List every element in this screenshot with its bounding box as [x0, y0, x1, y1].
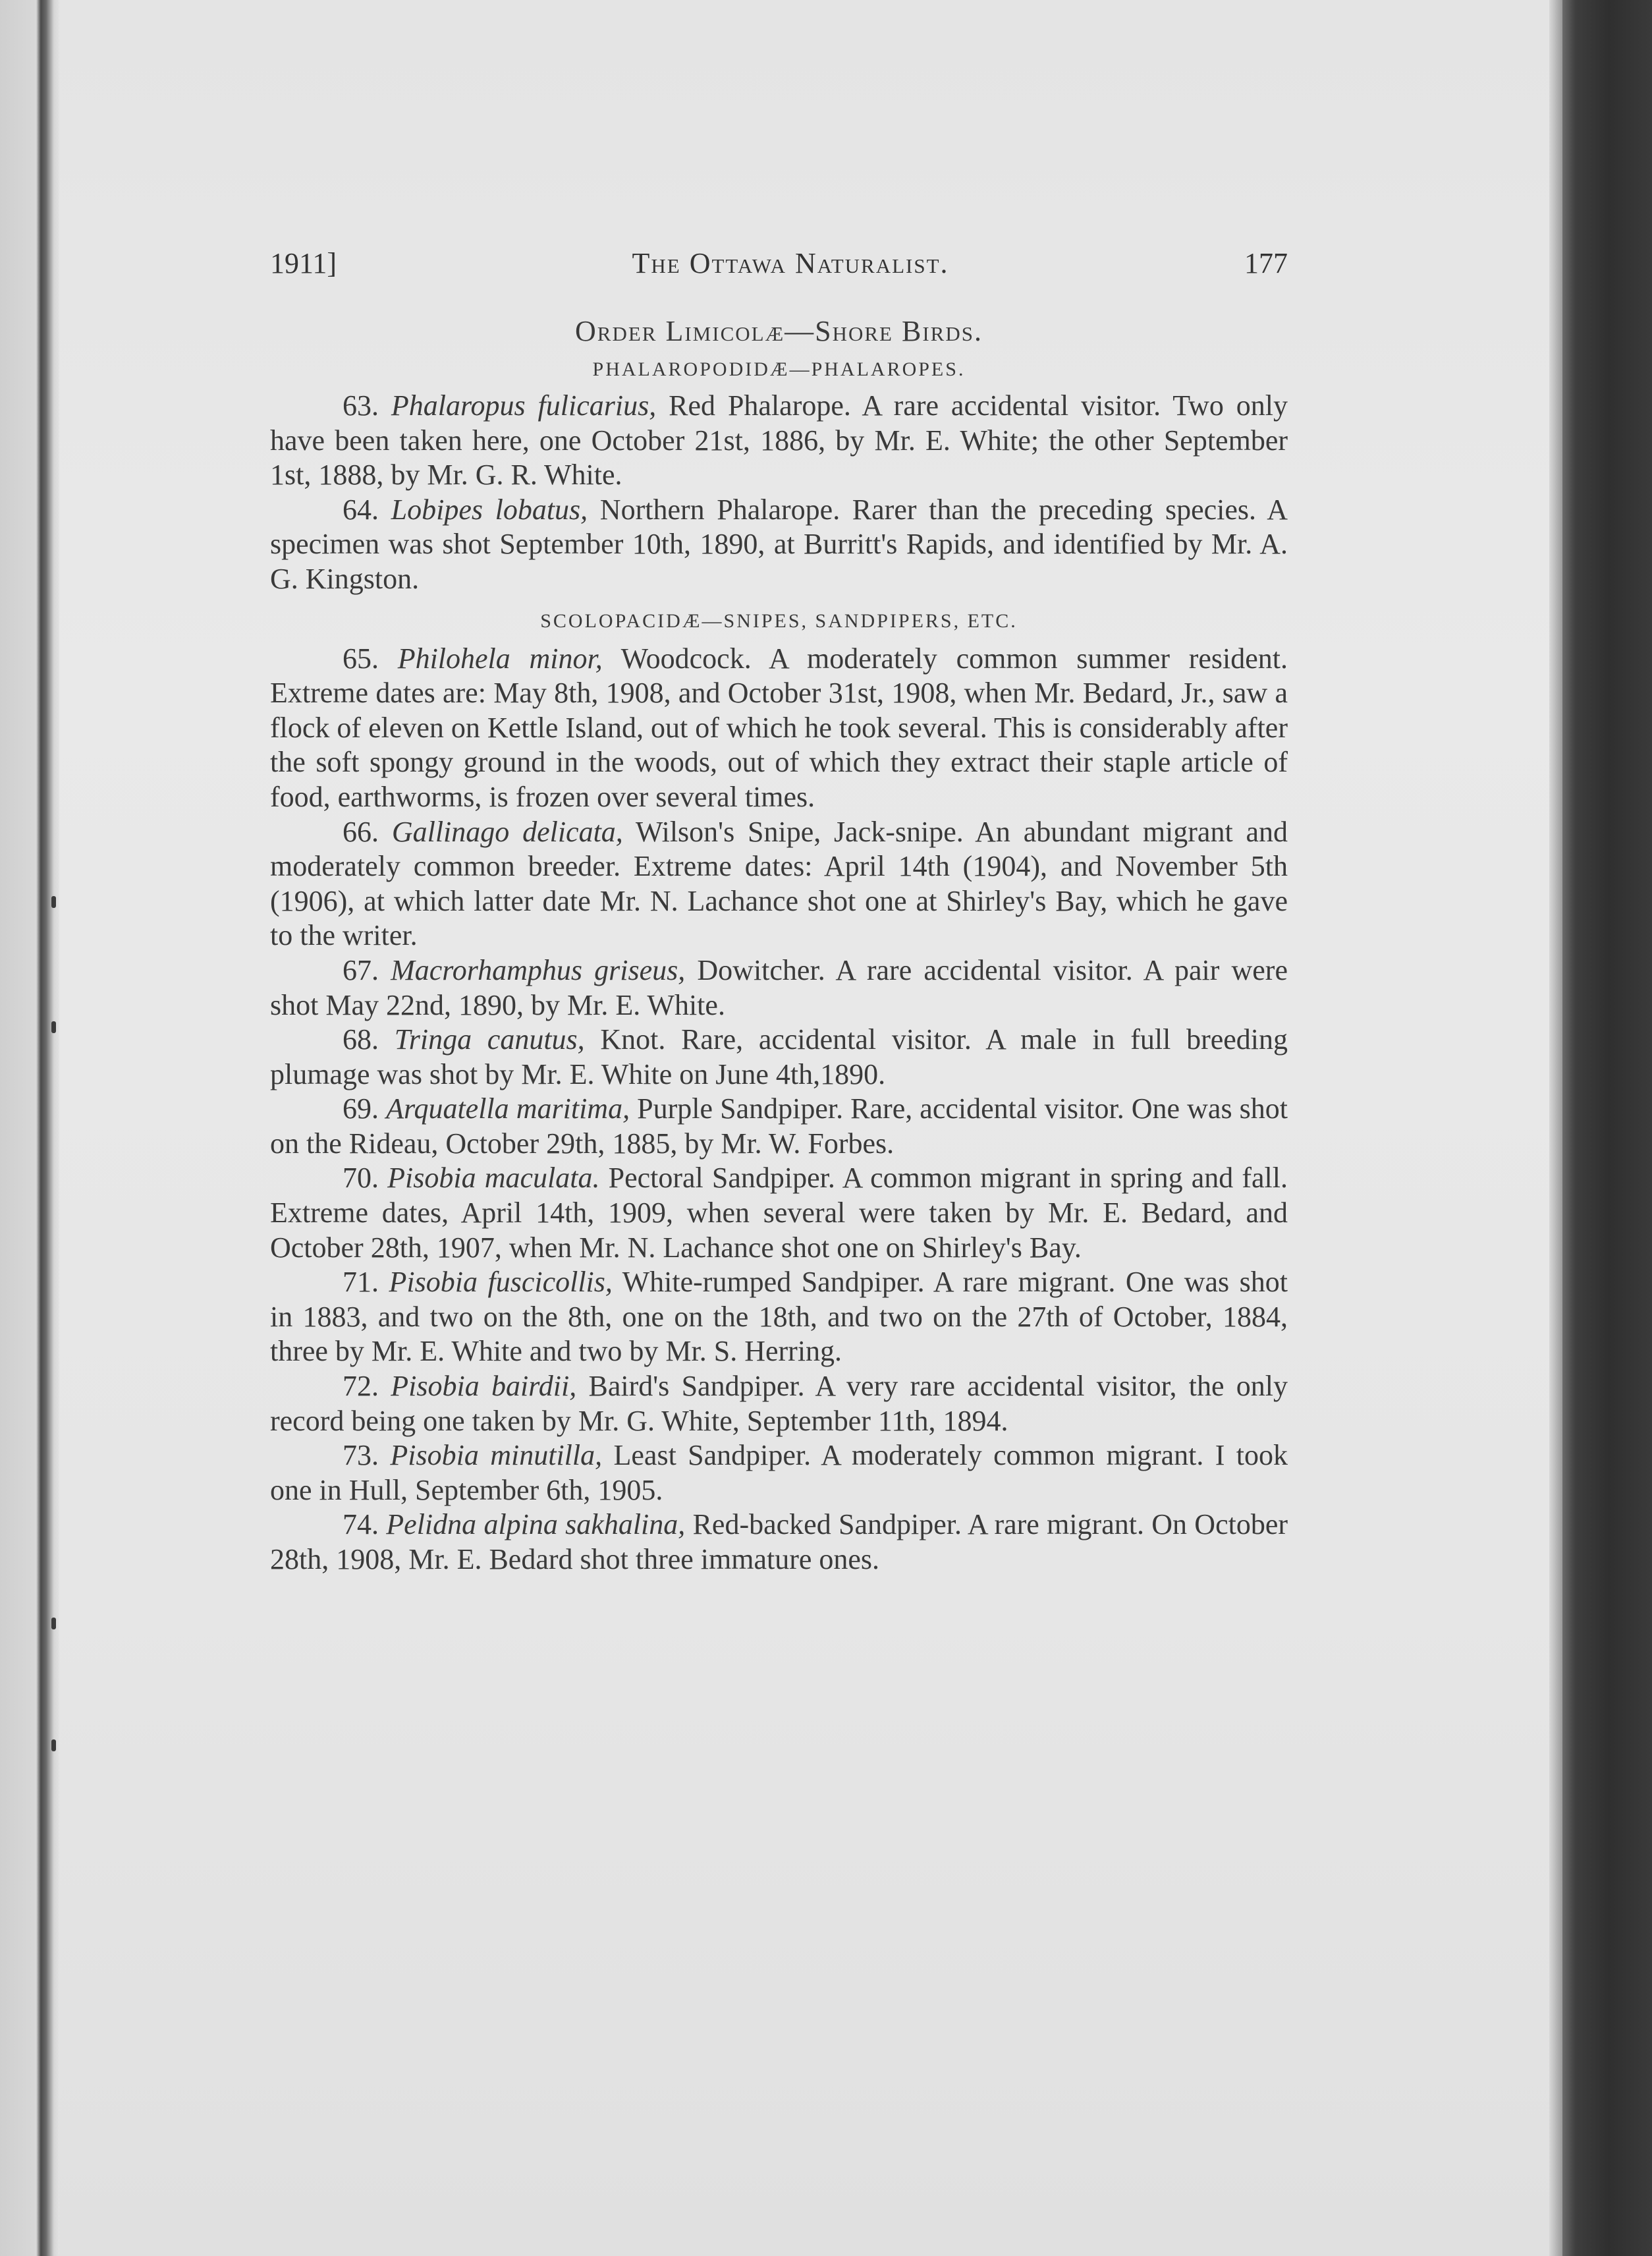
- scientific-name: Pisobia minutilla,: [390, 1439, 603, 1472]
- scan-left-margin: [0, 0, 59, 2256]
- entry-number: 74.: [343, 1508, 379, 1541]
- entry-text: Red-backed Sandpiper. A rare migrant. On October 28th, 1908, Mr. E. Bedard shot three immature ones.: [270, 1508, 1288, 1575]
- family-heading-scolopacidae: SCOLOPACIDÆ—SNIPES, SANDPIPERS, ETC.: [540, 609, 1018, 632]
- running-head-journal-title: The Ottawa Naturalist.: [632, 247, 949, 279]
- scan-mark: [51, 1618, 56, 1629]
- page-edge-shadow: [1549, 0, 1562, 2256]
- page-text-block: [270, 244, 1288, 1577]
- entry-text: Red Phalarope. A rare accidental visitor. Two only have been taken here, one October 21st, 1886, by Mr. E. White; the other September 1st, 1888, by Mr. G. R. White.: [270, 389, 1288, 492]
- entry-number: 67.: [343, 953, 379, 986]
- entry-text: Baird's Sandpiper. A very rare accidental visitor, the only record being one taken by Mr. G. White, September 11th, 1894.: [270, 1370, 1288, 1437]
- entry-number: 64.: [343, 493, 379, 526]
- entry-number: 70.: [343, 1162, 379, 1195]
- scientific-name: Philohela minor,: [397, 642, 603, 675]
- entry-text: Woodcock. A moderately common summer resident. Extreme dates are: May 8th, 1908, and October 31st, 1908, when Mr. Bedard, Jr., saw a flock of eleven on Kettle Island, out of which he took several. This is considerably after the soft spongy ground in the woods, out of which they extract their staple article of food, earthworms, is frozen over several times.: [270, 642, 1288, 813]
- species-entry-70: [270, 1161, 1288, 1265]
- species-entry-69: [270, 1092, 1288, 1161]
- entry-text: Dowitcher. A rare accidental visitor. A pair were shot May 22nd, 1890, by Mr. E. White.: [270, 953, 1288, 1021]
- species-entry-63: [270, 389, 1288, 493]
- species-entry-73: [270, 1438, 1288, 1508]
- running-head: [270, 244, 1288, 283]
- entry-text: Northern Phalarope. Rarer than the preceding species. A specimen was shot September 10th, 1890, at Burritt's Rapids, and identified by Mr. A. G. Kingston.: [270, 493, 1288, 595]
- order-heading: Order Limicolæ—Shore Birds.: [575, 315, 983, 347]
- scientific-name: Lobipes lobatus,: [391, 493, 588, 526]
- species-entry-68: [270, 1023, 1288, 1092]
- species-entry-64: [270, 493, 1288, 597]
- scan-mark: [51, 1021, 56, 1033]
- entry-number: 72.: [343, 1370, 379, 1403]
- entry-text: Purple Sandpiper. Rare, accidental visitor. One was shot on the Rideau, October 29th, 1885, by Mr. W. Forbes.: [270, 1092, 1288, 1160]
- scan-mark: [51, 1739, 56, 1751]
- entry-number: 66.: [343, 815, 379, 848]
- scan-right-border: [1562, 0, 1652, 2256]
- page-number: 177: [1244, 247, 1288, 279]
- entry-number: 68.: [343, 1023, 379, 1056]
- family-heading-phalaropodidae: PHALAROPODIDÆ—PHALAROPES.: [592, 358, 966, 380]
- scientific-name: Pelidna alpina sakhalina,: [386, 1508, 686, 1541]
- species-entry-71: [270, 1265, 1288, 1369]
- entry-number: 73.: [343, 1439, 379, 1472]
- entry-text: Wilson's Snipe, Jack-snipe. An abundant migrant and moderately common breeder. Extreme dates: April 14th (1904), and November 5th (1906), at which latter date Mr. N. Lachance shot one at Shirley's Bay, which he gave to the writer.: [270, 815, 1288, 952]
- entry-number: 71.: [343, 1266, 379, 1299]
- entry-text: Knot. Rare, accidental visitor. A male in full breeding plumage was shot by Mr. E. White on June 4th,1890.: [270, 1023, 1288, 1090]
- entry-number: 69.: [343, 1092, 379, 1125]
- scientific-name: Gallinago delicata,: [391, 815, 623, 848]
- running-head-year: 1911]: [270, 247, 337, 279]
- scientific-name: Pisobia maculata.: [387, 1162, 600, 1195]
- scientific-name: Pisobia bairdii,: [391, 1370, 577, 1403]
- entry-text: White-rumped Sandpiper. A rare migrant. One was shot in 1883, and two on the 8th, one on the 18th, and two on the 27th of October, 1884, three by Mr. E. White and two by Mr. S. Herring.: [270, 1266, 1288, 1368]
- entry-number: 63.: [343, 389, 379, 422]
- scientific-name: Tringa canutus,: [394, 1023, 585, 1056]
- species-entry-72: [270, 1369, 1288, 1438]
- entry-text: Pectoral Sandpiper. A common migrant in spring and fall. Extreme dates, April 14th, 1909, when several were taken by Mr. E. Bedard, and October 28th, 1907, when Mr. N. Lachance shot one on Shirley's Bay.: [270, 1162, 1288, 1264]
- entry-number: 65.: [343, 642, 379, 675]
- species-entry-67: [270, 953, 1288, 1023]
- scan-mark: [51, 896, 56, 908]
- scientific-name: Macrorhamphus griseus,: [391, 953, 686, 986]
- species-entry-66: [270, 815, 1288, 953]
- species-entry-74: [270, 1508, 1288, 1577]
- species-entry-65: [270, 642, 1288, 815]
- scientific-name: Pisobia fuscicollis,: [389, 1266, 613, 1299]
- scientific-name: Arquatella maritima,: [386, 1092, 630, 1125]
- entry-text: Least Sandpiper. A moderately common migrant. I took one in Hull, September 6th, 1905.: [270, 1439, 1288, 1506]
- scientific-name: Phalaropus fulicarius,: [391, 389, 657, 422]
